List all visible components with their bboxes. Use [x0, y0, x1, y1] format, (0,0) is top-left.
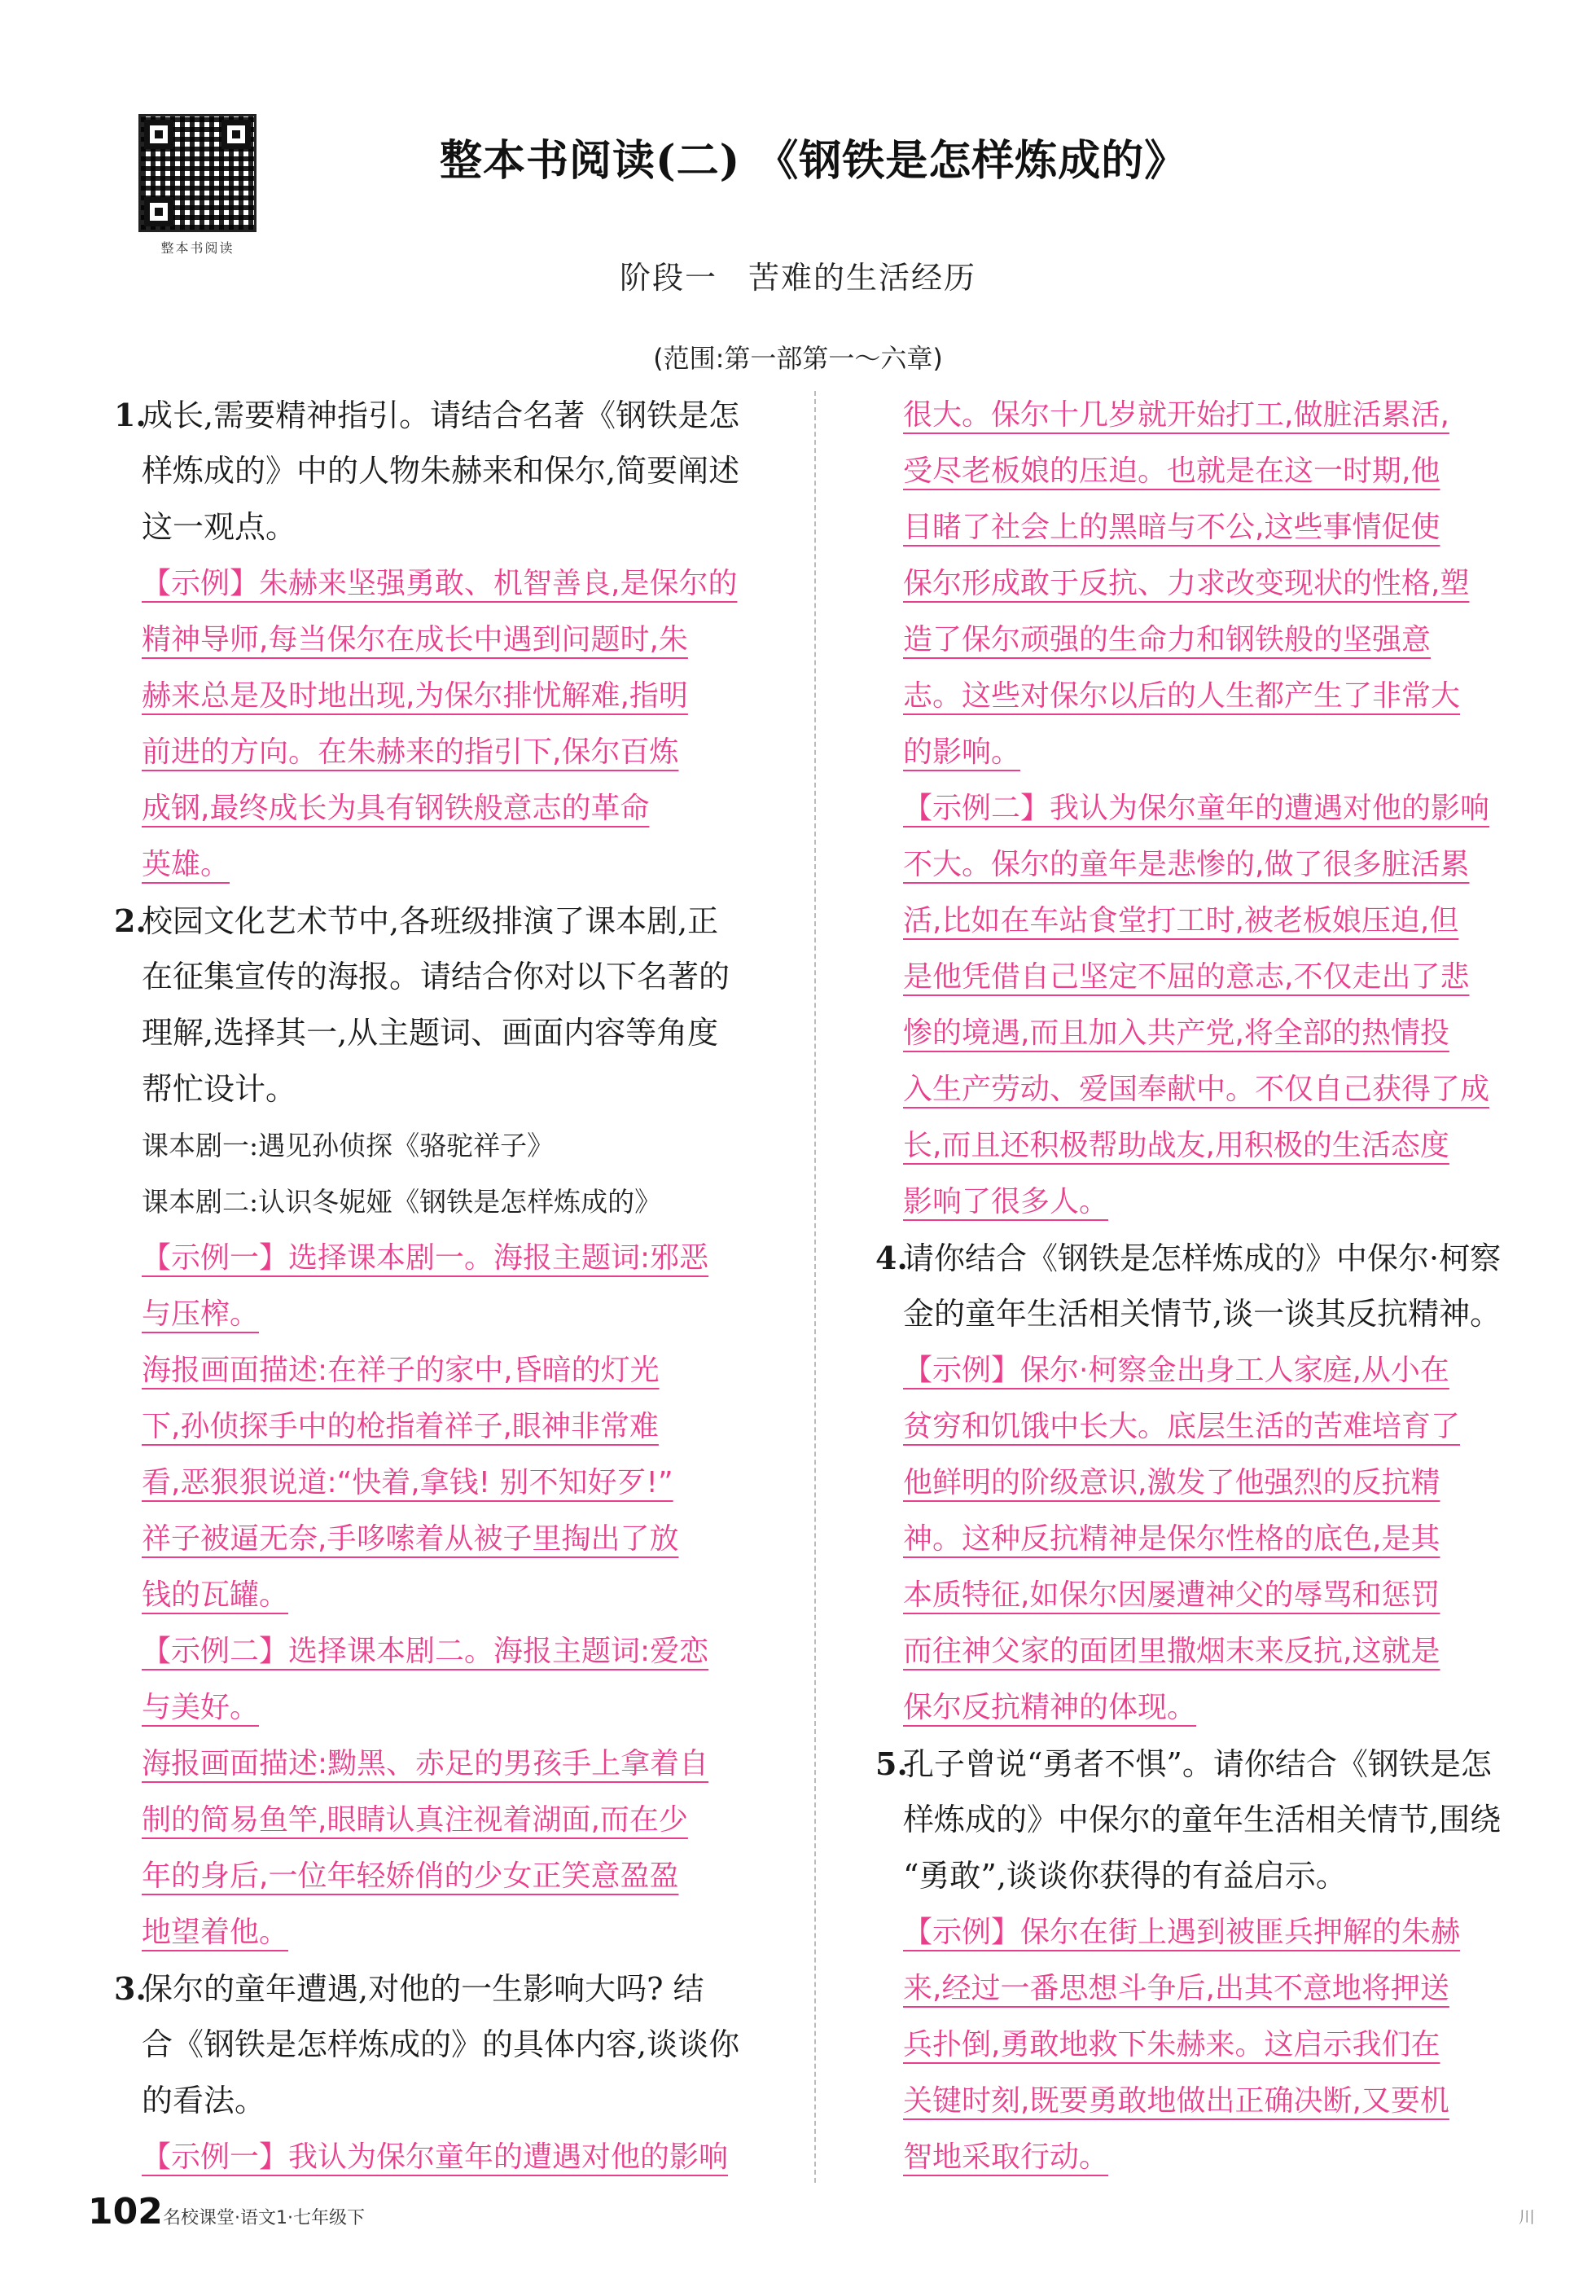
question-line: 金的童年生活相关情节,谈一谈其反抗精神。	[903, 1296, 1502, 1332]
question-number: 2.	[114, 902, 147, 939]
answer-line: 保尔形成敢于反抗、力求改变现状的性格,塑	[903, 567, 1470, 600]
answer-line: 本质特征,如保尔因屡遭神父的辱骂和惩罚	[903, 1578, 1440, 1612]
answer-line: 【示例二】选择课本剧二。海报主题词:爱恋	[142, 1635, 709, 1668]
option-line: 课本剧一:遇见孙侦探《骆驼祥子》	[142, 1130, 555, 1161]
answer-line: 赫来总是及时地出现,为保尔排忧解难,指明	[142, 679, 688, 713]
stage-label: 阶段一	[619, 260, 717, 296]
answer-line: 【示例一】选择课本剧一。海报主题词:邪恶	[142, 1241, 709, 1275]
answer-line: 祥子被逼无奈,手哆嗦着从被子里掏出了放	[142, 1522, 679, 1556]
answer-line: 制的简易鱼竿,眼睛认真注视着湖面,而在少	[142, 1803, 688, 1837]
question-line	[114, 1960, 757, 2017]
answer-line: 兵扑倒,勇敢地救下朱赫来。这启示我们在	[903, 2028, 1440, 2061]
question-line: 样炼成的》中保尔的童年生活相关情节,围绕	[903, 1802, 1502, 1837]
column-divider	[814, 391, 816, 2183]
question-text: 成长,需要精神指引。请结合名著《钢铁是怎	[142, 397, 740, 433]
left-column	[114, 387, 757, 2185]
stage-title: 苦难的生活经历	[748, 260, 977, 296]
question-line	[114, 387, 757, 443]
page-number: 102	[88, 2191, 163, 2232]
answer-line: 【示例】朱赫来坚强勇敢、机智善良,是保尔的	[142, 567, 738, 600]
answer-line: 成钢,最终成长为具有钢铁般意志的革命	[142, 792, 650, 825]
qr-code	[138, 114, 256, 232]
question-line: 合《钢铁是怎样炼成的》的具体内容,谈谈你	[142, 2026, 740, 2062]
answer-line: 影响了很多人。	[903, 1185, 1109, 1218]
page-title: 整本书阅读(二) 《钢铁是怎样炼成的》	[440, 136, 1188, 186]
answer-line: 长,而且还积极帮助战友,用积极的生活态度	[903, 1129, 1449, 1162]
answer-line: 保尔反抗精神的体现。	[903, 1691, 1197, 1724]
answer-line: 入生产劳动、爱国奉献中。不仅自己获得了成	[903, 1073, 1490, 1106]
answer-line: 的影响。	[903, 735, 1021, 769]
answer-line: 目睹了社会上的黑暗与不公,这些事情促使	[903, 511, 1440, 544]
question-text: 请你结合《钢铁是怎样炼成的》中保尔·柯察	[903, 1240, 1502, 1276]
question-number: 4.	[875, 1240, 908, 1276]
answer-line: 受尽老板娘的压迫。也就是在这一时期,他	[903, 454, 1440, 488]
stage-heading	[0, 252, 1596, 297]
answer-line: 贫穷和饥饿中长大。底层生活的苦难培育了	[903, 1410, 1461, 1443]
question-line	[875, 1230, 1519, 1286]
answer-line: 来,经过一番思想斗争后,出其不意地将押送	[903, 1972, 1449, 2005]
question-line	[114, 893, 757, 949]
answer-line: 神。这种反抗精神是保尔性格的底色,是其	[903, 1522, 1440, 1556]
answer-line: 很大。保尔十几岁就开始打工,做脏活累活,	[903, 398, 1449, 432]
question-number: 1.	[114, 397, 147, 433]
answer-line: 海报画面描述:在祥子的家中,昏暗的灯光	[142, 1354, 660, 1387]
answer-line: 【示例二】我认为保尔童年的遭遇对他的影响	[903, 792, 1490, 825]
footer-book-title: 名校课堂·语文1·七年级下	[163, 2208, 365, 2228]
answer-line: 看,恶狠狠说道:“快着,拿钱! 别不知好歹!”	[142, 1466, 673, 1499]
answer-line: 钱的瓦罐。	[142, 1578, 289, 1612]
qr-caption: 整本书阅读	[160, 240, 235, 256]
answer-line: 前进的方向。在朱赫来的指引下,保尔百炼	[142, 735, 679, 769]
question-line: 这一观点。	[142, 509, 297, 545]
chapter-range: (范围:第一部第一～六章)	[653, 343, 943, 374]
answer-line: 精神导师,每当保尔在成长中遇到问题时,朱	[142, 623, 688, 656]
question-text: 保尔的童年遭遇,对他的一生影响大吗? 结	[142, 1971, 704, 2007]
answer-line: 与美好。	[142, 1691, 260, 1724]
option-line: 课本剧二:认识冬妮娅《钢铁是怎样炼成的》	[142, 1186, 662, 1218]
question-text: 孔子曾说“勇者不惧”。请你结合《钢铁是怎	[903, 1746, 1492, 1782]
answer-line: 而往神父家的面团里撒烟末来反抗,这就是	[903, 1635, 1440, 1668]
answer-line: 与压榨。	[142, 1297, 260, 1331]
question-text: 校园文化艺术节中,各班级排演了课本剧,正	[142, 903, 719, 939]
answer-line: 【示例】保尔·柯察金出身工人家庭,从小在	[903, 1354, 1449, 1387]
answer-line: 下,孙侦探手中的枪指着祥子,眼神非常难	[142, 1410, 659, 1443]
question-line: 样炼成的》中的人物朱赫来和保尔,简要阐述	[142, 453, 740, 489]
answer-line: 海报画面描述:黝黑、赤足的男孩手上拿着自	[142, 1747, 709, 1780]
question-line: 在征集宣传的海报。请结合你对以下名著的	[142, 959, 730, 994]
answer-line: 不大。保尔的童年是悲惨的,做了很多脏活累	[903, 848, 1470, 881]
answer-line: 关键时刻,既要勇敢地做出正确决断,又要机	[903, 2084, 1449, 2118]
question-line: 理解,选择其一,从主题词、画面内容等角度	[142, 1015, 719, 1051]
question-line: 帮忙设计。	[142, 1071, 297, 1107]
answer-line: 惨的境遇,而且加入共产党,将全部的热情投	[903, 1016, 1449, 1050]
answer-line: 造了保尔顽强的生命力和钢铁般的坚强意	[903, 623, 1432, 656]
question-number: 5.	[875, 1745, 908, 1782]
answer-line: 【示例】保尔在街上遇到被匪兵押解的朱赫	[903, 1916, 1461, 1949]
question-line: “勇敢”,谈谈你获得的有益启示。	[903, 1858, 1347, 1894]
answer-line: 志。这些对保尔以后的人生都产生了非常大	[903, 679, 1461, 713]
answer-line: 是他凭借自己坚定不屈的意志,不仅走出了悲	[903, 960, 1470, 994]
answer-line: 年的身后,一位年轻娇俏的少女正笑意盈盈	[142, 1859, 679, 1893]
answer-line: 英雄。	[142, 848, 230, 881]
answer-line: 地望着他。	[142, 1916, 289, 1949]
answer-line: 他鲜明的阶级意识,激发了他强烈的反抗精	[903, 1466, 1440, 1499]
answer-line: 活,比如在车站食堂打工时,被老板娘压迫,但	[903, 904, 1459, 937]
answer-line: 智地采取行动。	[903, 2140, 1109, 2174]
question-line: 的看法。	[142, 2083, 266, 2118]
answer-line: 【示例一】我认为保尔童年的遭遇对他的影响	[142, 2140, 729, 2174]
question-line	[875, 1736, 1519, 1792]
right-column	[875, 387, 1519, 2185]
question-number: 3.	[114, 1970, 147, 2007]
footer-mark: 川	[1519, 2207, 1535, 2227]
